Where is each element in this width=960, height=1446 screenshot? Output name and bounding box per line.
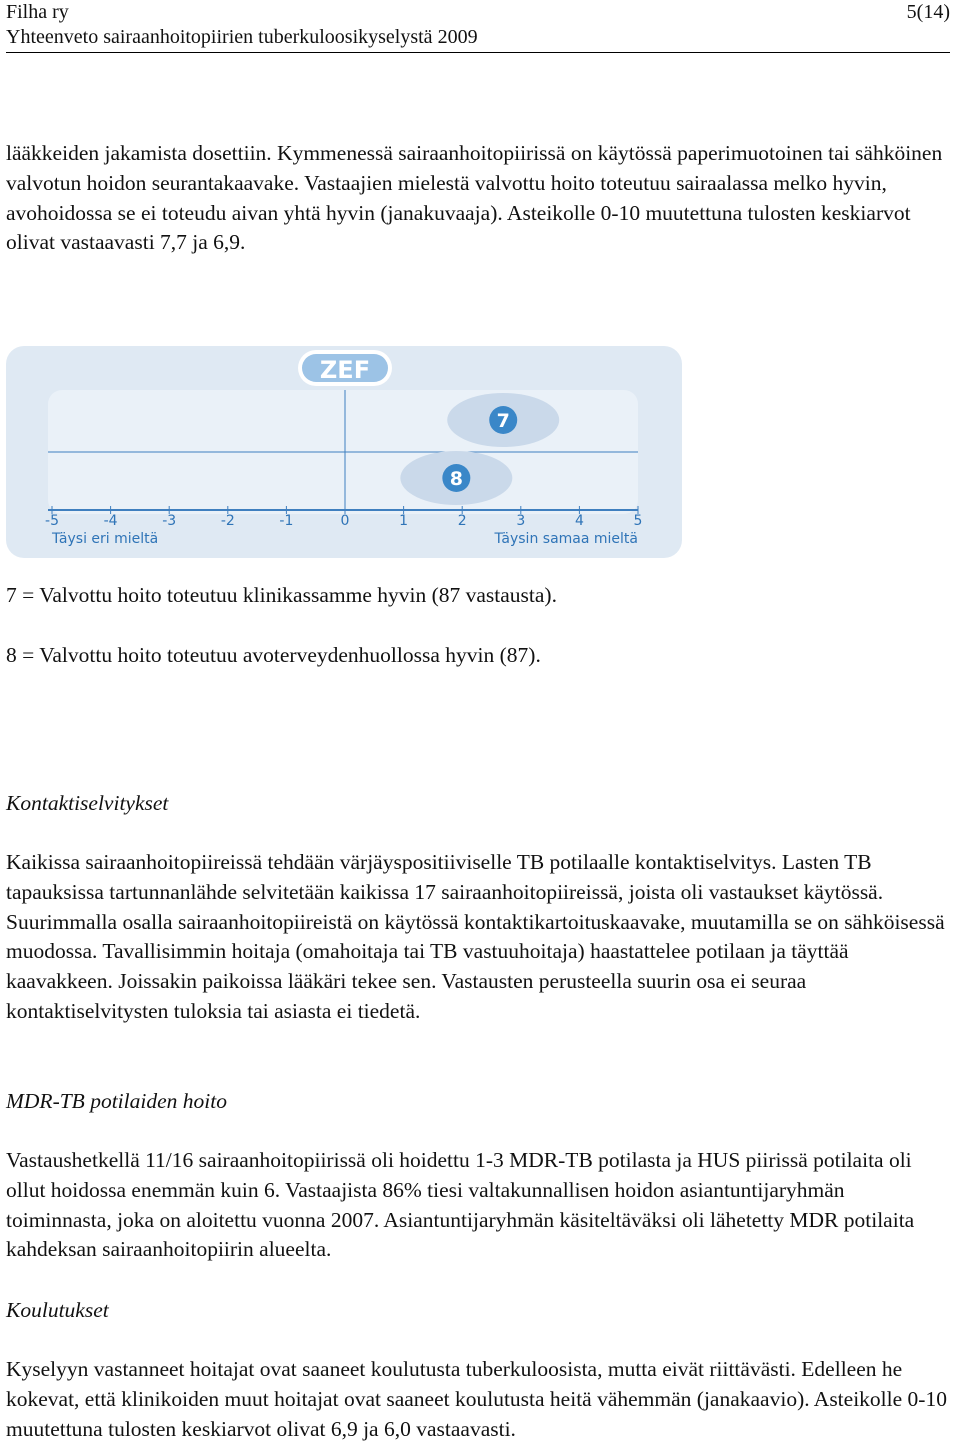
x-tick-label: 3 [516, 513, 526, 529]
left-scale-label: Täysi eri mieltä [52, 531, 159, 547]
zef-logo-text: ZEF [319, 356, 371, 384]
section-body-training: Kyselyyn vastanneet hoitajat ovat saaneet koulutusta tuberkuloosista, mutta eivät riittävästi. Edelleen he kokevat, että klinikoiden muut hoitajat ovat saaneet koulutusta heitä vähemmän (janakaavio). Asteikolle 0-10 muutettuna tulosten keskiarvot olivat 6,9 ja 6,0 vastaavasti. [6, 1357, 947, 1441]
section-body-contact-tracing: Kaikissa sairaanhoitopiireissä tehdään värjäyspositiiviselle TB potilaalle kontaktiselvitys. Lasten TB tapauksissa tartunnanlähde selvitetään kaikissa 17 sairaanhoitopiireissä, joista oli vastaukset käytössä. Suurimmalla osalla sairaanhoitopiireistä on käytössä kontaktikartoituskaavake, muutamilla se on sähköisessä muodossa. Tavallisimmin hoitaja (omahoitaja tai TB vastuuhoitaja) haastattelee potilaan ja täyttää kaavakkeen. Joissakin paikoissa lääkäri tekee sen. Vastausten perusteella suurin osa ei seuraa kontaktiselvitysten tuloksia tai asiasta ei tiedetä. [6, 850, 945, 1023]
section-body-mdr-tb: Vastaushetkellä 11/16 sairaanhoitopiirissä oli hoidettu 1-3 MDR-TB potilasta ja HUS piirissä potilaita oli ollut hoidossa enemmän kuin 6. Vastaajista 86% tiesi valtakunnallisen hoidon asiantuntijaryhmän toiminnasta, joka on aloitettu vuonna 2007. Asiantuntijaryhmän käsiteltäväksi oli lähetetty MDR potilaita kahdeksan sairaanhoitopiirin alueelta. [6, 1148, 915, 1262]
page-number: 5(14) [906, 1, 950, 23]
x-tick-label: -2 [220, 513, 235, 529]
section-heading-mdr-tb: MDR-TB potilaiden hoito [6, 1089, 227, 1113]
caption-item-8: 8 = Valvottu hoito toteutuu avoterveydenhuollossa hyvin (87). [6, 643, 541, 667]
caption-item-7: 7 = Valvottu hoito toteutuu klinikassamme hyvin (87 vastausta). [6, 583, 557, 607]
organization-name: Filha ry [6, 1, 69, 23]
x-tick-label: -5 [45, 513, 59, 529]
marker-label-8: 8 [449, 468, 463, 490]
page-header [6, 0, 950, 53]
x-tick-label: 2 [457, 513, 467, 529]
x-tick-label: -4 [103, 513, 118, 529]
section-heading-contact-tracing: Kontaktiselvitykset [6, 791, 169, 815]
x-tick-label: 0 [340, 513, 350, 529]
x-tick-label: 1 [399, 513, 409, 529]
intro-paragraph: lääkkeiden jakamista dosettiin. Kymmenessä sairaanhoitopiirissä on käytössä paperimuotoinen tai sähköinen valvotun hoidon seurantakaavake. Vastaajien mielestä valvottu hoito toteutuu sairaalassa melko hyvin, avohoidossa se ei toteudu aivan yhtä hyvin (janakuvaaja). Asteikolle 0-10 muutettuna tulosten keskiarvot olivat vastaavasti 7,7 ja 6,9. [6, 141, 943, 255]
x-tick-label: -3 [162, 513, 177, 529]
right-scale-label: Täysin samaa mieltä [494, 531, 638, 547]
zef-line-chart [6, 346, 682, 558]
x-tick-label: 4 [574, 513, 584, 529]
section-heading-training: Koulutukset [6, 1298, 109, 1322]
document-title: Yhteenveto sairaanhoitopiirien tuberkuloosikyselystä 2009 [6, 26, 478, 48]
marker-label-7: 7 [496, 410, 510, 432]
x-tick-label: 5 [633, 513, 643, 529]
x-tick-label: -1 [279, 513, 294, 529]
